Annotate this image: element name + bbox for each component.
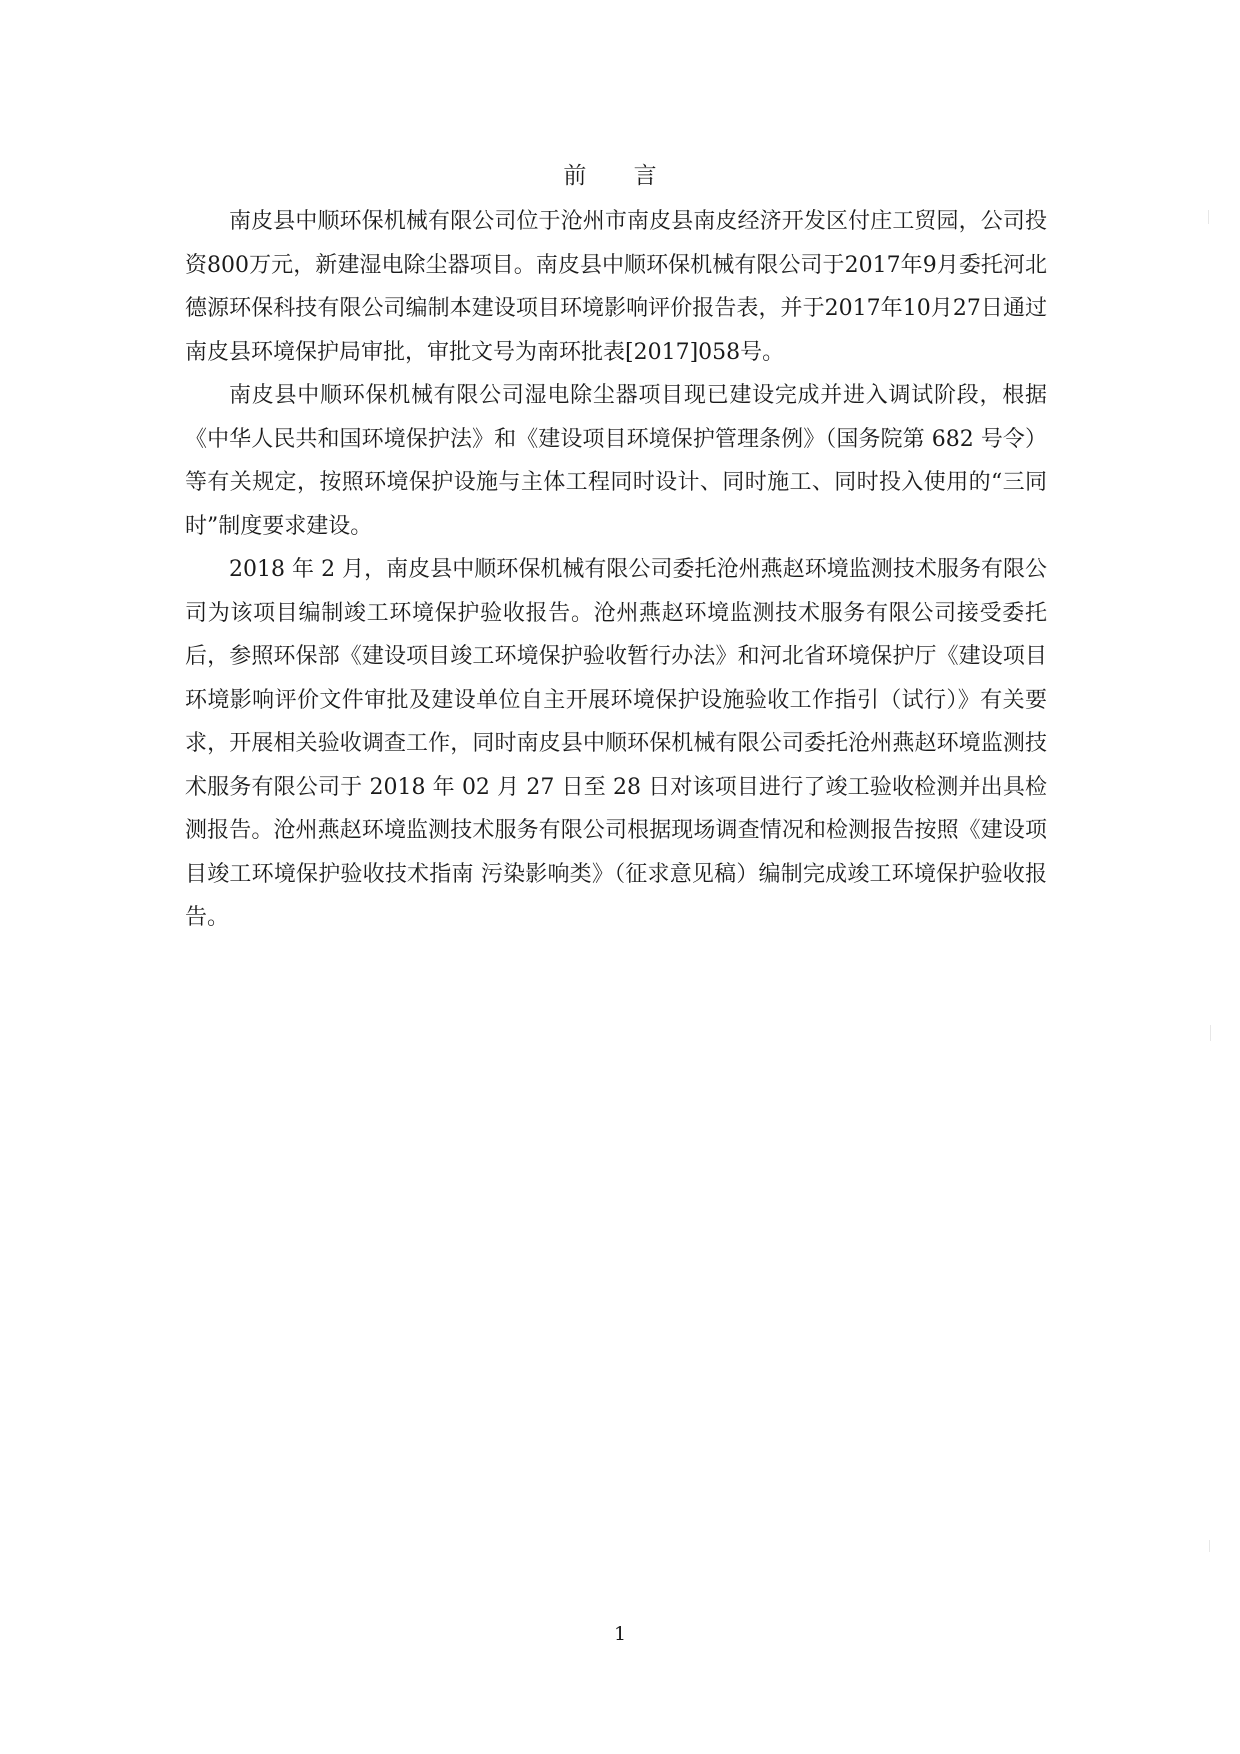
scan-edge-mark [1210,1025,1211,1041]
page-number: 1 [613,1623,627,1645]
scan-edge-mark [1208,210,1209,224]
paragraph-1: 南皮县中顺环保机械有限公司位于沧州市南皮县南皮经济开发区付庄工贸园，公司投资800万元，新建湿电除尘器项目。南皮县中顺环保机械有限公司于2017年9月委托河北德源环保科技有限公司编制本建设项目环境影响评价报告表，并于2017年10月27日通过南皮县环境保护局审批，审批文号为南环批表[2017]058号。 [185,209,1047,365]
page-title: 前 言 [563,163,677,189]
body-text [185,200,1047,940]
paragraph-2: 南皮县中顺环保机械有限公司湿电除尘器项目现已建设完成并进入调试阶段，根据《中华人民共和国环境保护法》和《建设项目环境保护管理条例》（国务院第 682 号令）等有关规定，按照环境保护设施与主体工程同时设计、同时施工、同时投入使用的“三同时”制度要求建设。 [185,383,1047,539]
scan-edge-mark [1209,1540,1210,1552]
paragraph-3: 2018 年 2 月，南皮县中顺环保机械有限公司委托沧州燕赵环境监测技术服务有限公司为该项目编制竣工环境保护验收报告。沧州燕赵环境监测技术服务有限公司接受委托后，参照环保部《建设项目竣工环境保护验收暂行办法》和河北省环境保护厅《建设项目环境影响评价文件审批及建设单位自主开展环境保护设施验收工作指引（试行）》有关要求，开展相关验收调查工作，同时南皮县中顺环保机械有限公司委托沧州燕赵环境监测技术服务有限公司于 2018 年 02 月 27 日至 28 日对该项目进行了竣工验收检测并出具检测报告。沧州燕赵环境监测技术服务有限公司根据现场调查情况和检测报告按照《建设项目竣工环境保护验收技术指南 污染影响类》（征求意见稿）编制完成竣工环境保护验收报告。 [185,557,1047,930]
